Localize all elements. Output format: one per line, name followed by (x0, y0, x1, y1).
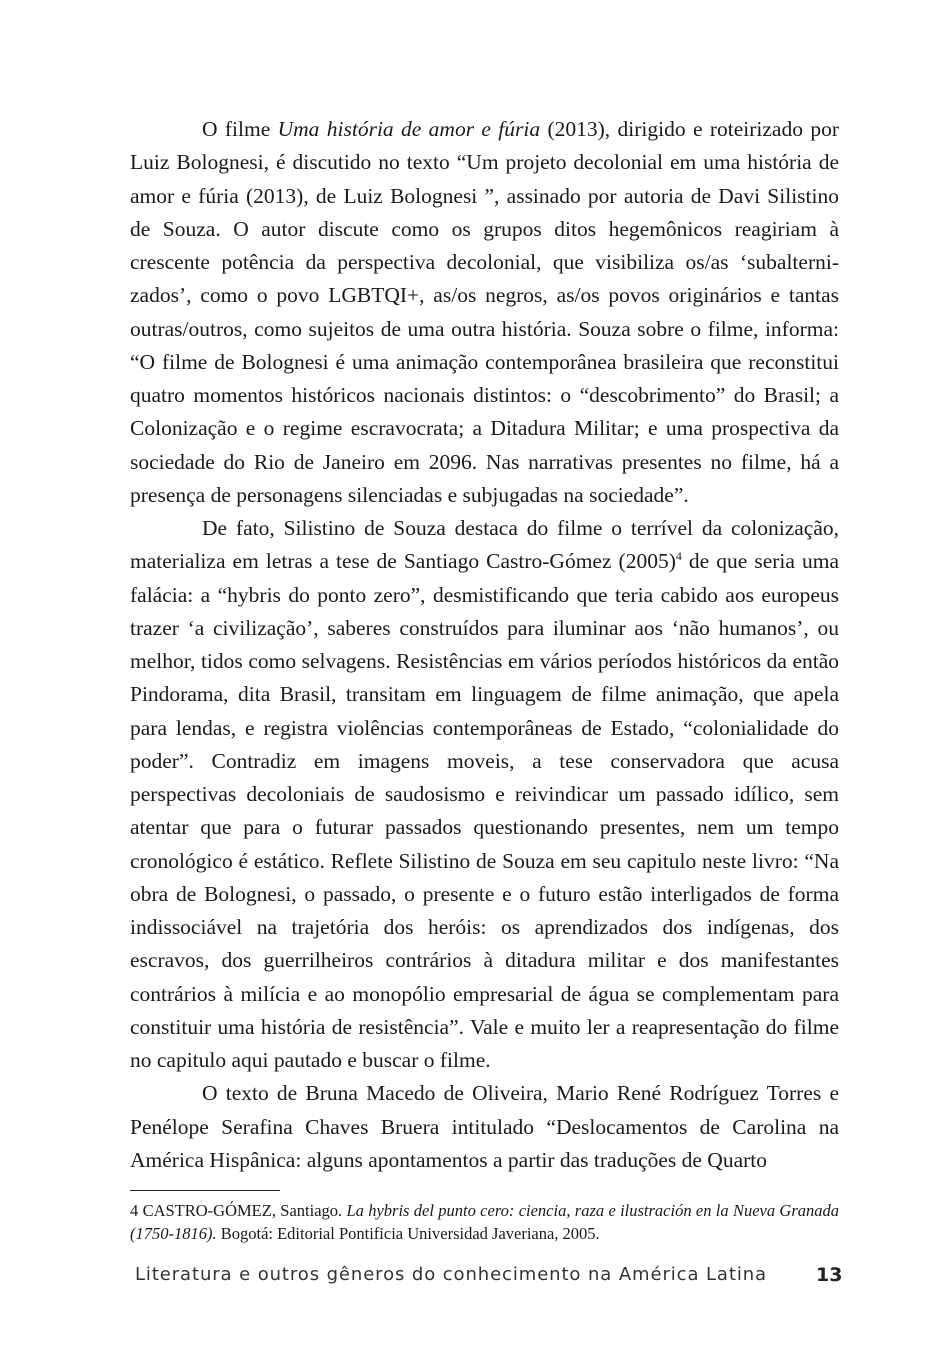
footnote-number: 4 (130, 1201, 139, 1220)
paragraph-1-text-b: (2013), dirigido e roteirizado por Luiz Bolognesi, é discutido no texto “Um projeto decolonial em uma história de amor e fúria (2013), de Luiz Bolognesi ”, assinado por autoria de Davi Silistino de Souza. O autor discute como os grupos ditos hegemônicos reagiriam à crescente potência da perspectiva decolonial, que visibiliza os/as ‘subalternizados’, como o povo LGBTQI+, as/os negros, as/os povos originários e tantas outras/outros, como sujeitos de uma outra história. Souza sobre o filme, informa: “O filme de Bolognesi é uma animação contemporânea brasileira que reconstitui quatro momentos históricos nacionais distintos: o “descobrimento” do Brasil; a Colonização e o regime escravocrata; a Ditadura Militar; e uma prospectiva da sociedade do Rio de Janeiro em 2096. Nas narrativas presentes no filme, há a presença de personagens silenciadas e subjugadas na sociedade”. (130, 117, 839, 507)
paragraph-2-text-a: De fato, Silistino de Souza destaca do filme o terrível da colonização, materializa em letras a tese de Santiago Castro-Gómez (2005) (130, 516, 839, 574)
running-footer-title: Literatura e outros gêneros do conhecimento na América Latina (135, 1264, 767, 1285)
body-text (130, 113, 839, 1177)
paragraph-2-text-b: de que seria uma falácia: a “hybris do ponto zero”, desmistificando que teria cabido aos europeus trazer ‘a civilização’, saberes construídos para iluminar aos ‘não humanos’, ou melhor, tidos como selvagens. Resistências em vários períodos históricos da então Pindorama, dita Brasil, transitam em linguagem de filme animação, que apela para lendas, e registra violências contemporâneas de Estado, “colonialidade do poder”. Contradiz em imagens moveis, a tese conservadora que acusa perspectivas decoloniais de saudosismo e reivindicar um passado idílico, sem atentar que para o futurar passados questionando presentes, nem um tempo cronológico é estático. Reflete Silistino de Souza em seu capitulo neste livro: “Na obra de Bolognesi, o passado, o presente e o futuro estão interligados de forma indissociável na trajetória dos heróis: os aprendizados dos indígenas, dos escravos, dos guerrilheiros contrários à ditadura militar e dos manifestantes contrários à milícia e ao monopólio empresarial de água se complementam para constituir uma história de resistência”. Vale e muito ler a reapresentação do filme no capitulo aqui pautado e buscar o filme. (130, 549, 840, 1072)
paragraph-1 (130, 113, 839, 512)
footnote-title: La hybris del punto cero: ciencia, raza e ilustración en la Nueva Granada (1750-1816). (130, 1201, 840, 1243)
footnote-separator (130, 1190, 280, 1191)
footnote-publisher: Bogotá: Editorial Pontificia Universidad Javeriana, 2005. (220, 1224, 600, 1243)
paragraph-1-text-a: O filme (202, 117, 278, 141)
footnote (130, 1199, 839, 1245)
paragraph-3: O texto de Bruna Macedo de Oliveira, Mario René Rodríguez Torres e Penélope Serafina Chaves Bruera intitulado “Deslocamentos de Carolina na América Hispânica: alguns apontamentos a partir das traduções de Quarto (130, 1081, 839, 1172)
paragraph-2 (130, 512, 839, 1077)
film-title: Uma história de amor e fúria (277, 117, 541, 141)
footnote-author: CASTRO-GÓMEZ, Santiago. (142, 1201, 343, 1220)
page-number: 13 (816, 1264, 843, 1286)
footnote-reference[interactable]: 4 (675, 549, 682, 564)
